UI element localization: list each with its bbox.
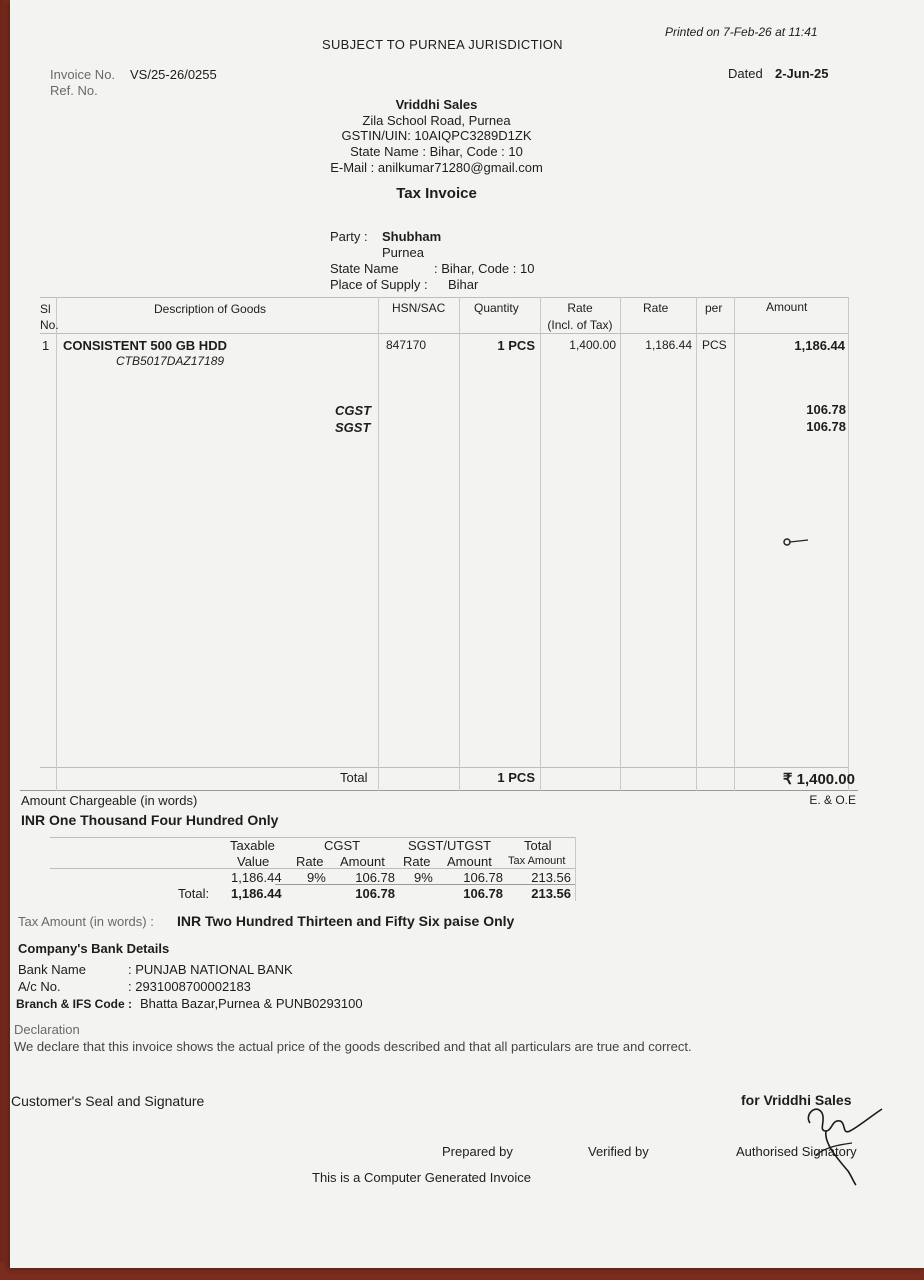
total-qty: 1 PCS <box>497 770 535 785</box>
col-divider <box>734 297 735 791</box>
sum-total-cgst: 106.78 <box>355 886 395 901</box>
sum-row-taxable: 1,186.44 <box>231 870 282 885</box>
table-bottom-rule <box>20 790 858 791</box>
pen-mark-icon <box>782 535 812 549</box>
eoe: E. & O.E <box>809 793 856 807</box>
col-divider <box>620 297 621 791</box>
sum-h-tax-amount: Tax Amount <box>508 855 566 867</box>
sum-h-cgst-amount: Amount <box>340 854 385 869</box>
bank-branch-value: Bhatta Bazar,Purnea & PUNB0293100 <box>140 996 363 1011</box>
sum-h-sgst: SGST/UTGST <box>408 838 492 853</box>
bank-branch-label: Branch & IFS Code : <box>16 997 133 1011</box>
sum-total-sgst: 106.78 <box>463 886 503 901</box>
sum-row-cgst-amt: 106.78 <box>355 870 395 885</box>
item-qty: 1 PCS <box>497 338 535 353</box>
col-desc: Description of Goods <box>154 302 267 316</box>
printed-on: Printed on 7-Feb-26 at 11:41 <box>665 25 818 39</box>
sum-h-taxable: Taxable <box>230 838 275 853</box>
words-label: Amount Chargeable (in words) <box>21 793 198 808</box>
authorised-signatory: Authorised Signatory <box>736 1144 857 1159</box>
col-rate-incl-sub: (Incl. of Tax) <box>547 318 613 332</box>
item-amount: 1,186.44 <box>794 338 845 353</box>
item-hsn: 847170 <box>386 338 427 352</box>
dated-label: Dated <box>728 66 763 81</box>
ref-no-label: Ref. No. <box>50 83 98 98</box>
summary-divider <box>575 837 576 901</box>
sum-row-total: 213.56 <box>531 870 571 885</box>
invoice-no-label: Invoice No. <box>50 67 116 82</box>
for-company: for Vriddhi Sales <box>741 1092 852 1108</box>
item-sl: 1 <box>42 338 50 353</box>
table-top-rule <box>40 297 848 298</box>
doc-title: Tax Invoice <box>396 185 477 202</box>
bank-ac-label: A/c No. <box>18 979 61 994</box>
total-amount: ₹ 1,400.00 <box>782 771 855 788</box>
company-address: Zila School Road, Purnea <box>362 113 511 128</box>
tax-cgst-amount: 106.78 <box>806 402 846 417</box>
party-label: Party : <box>330 229 368 244</box>
tax-line-sgst: SGST <box>335 420 371 435</box>
sum-row-cgst-rate: 9% <box>307 870 326 885</box>
tax-words-value: INR Two Hundred Thirteen and Fifty Six paise Only <box>177 913 515 929</box>
item-per: PCS <box>702 338 727 352</box>
bank-name-label: Bank Name <box>18 962 86 977</box>
party-state-value: : Bihar, Code : 10 <box>434 261 535 276</box>
col-hsn: HSN/SAC <box>392 301 446 315</box>
declaration-title: Declaration <box>14 1022 80 1037</box>
tax-line-cgst: CGST <box>335 403 372 418</box>
bank-title: Company's Bank Details <box>18 941 170 956</box>
bank-name-value: : PUNJAB NATIONAL BANK <box>128 962 293 977</box>
declaration-text: We declare that this invoice shows the actual price of the goods described and that all particulars are true and correct. <box>14 1039 692 1054</box>
col-rate: Rate <box>643 301 669 315</box>
sum-total-taxable: 1,186.44 <box>231 886 282 901</box>
col-per: per <box>705 301 723 315</box>
customer-seal: Customer's Seal and Signature <box>11 1093 205 1109</box>
invoice-no: VS/25-26/0255 <box>130 67 217 82</box>
sum-h-sgst-rate: Rate <box>403 854 431 869</box>
sum-total-label: Total: <box>178 886 210 901</box>
sum-h-cgst: CGST <box>324 838 361 853</box>
col-qty: Quantity <box>474 301 519 315</box>
item-desc: CONSISTENT 500 GB HDD <box>63 338 227 353</box>
col-sl: Sl <box>40 302 51 316</box>
party-city: Purnea <box>382 245 424 260</box>
sum-h-cgst-rate: Rate <box>296 854 324 869</box>
handwritten-signature-icon <box>796 1095 896 1190</box>
item-serial: CTB5017DAZ17189 <box>116 354 225 368</box>
sum-row-sgst-amt: 106.78 <box>463 870 503 885</box>
item-rate: 1,186.44 <box>645 338 692 352</box>
sum-total-total: 213.56 <box>531 886 571 901</box>
table-header-rule <box>40 333 848 334</box>
party-supply-value: Bihar <box>448 277 479 292</box>
company-email: E-Mail : anilkumar71280@gmail.com <box>330 160 543 175</box>
sum-h-sgst-amount: Amount <box>447 854 492 869</box>
bank-ac-value: : 2931008700002183 <box>128 979 251 994</box>
col-divider <box>378 297 379 791</box>
col-divider <box>540 297 541 791</box>
party-state-label: State Name <box>330 261 399 276</box>
jurisdiction: SUBJECT TO PURNEA JURISDICTION <box>322 37 563 52</box>
company-gstin: GSTIN/UIN: 10AIQPC3289D1ZK <box>341 128 532 143</box>
col-divider <box>696 297 697 791</box>
sum-row-sgst-rate: 9% <box>414 870 433 885</box>
sum-h-total: Total <box>524 838 552 853</box>
sum-h-value: Value <box>237 854 270 869</box>
party-name: Shubham <box>382 229 442 244</box>
company-state: State Name : Bihar, Code : 10 <box>350 144 523 159</box>
summary-top-rule <box>50 837 575 838</box>
col-divider <box>459 297 460 791</box>
tax-sgst-amount: 106.78 <box>806 419 846 434</box>
verified-by: Verified by <box>588 1144 649 1159</box>
table-total-rule <box>40 767 848 768</box>
company-name: Vriddhi Sales <box>395 97 478 112</box>
col-divider <box>848 297 849 791</box>
party-supply-label: Place of Supply : <box>330 277 428 292</box>
tax-words-label: Tax Amount (in words) : <box>18 914 154 929</box>
col-divider <box>56 297 57 791</box>
item-rate-incl: 1,400.00 <box>569 338 616 352</box>
col-no: No. <box>40 318 59 332</box>
total-label: Total <box>340 770 368 785</box>
dated-value: 2-Jun-25 <box>775 66 829 81</box>
col-rate-incl: Rate <box>567 301 593 315</box>
invoice-paper <box>10 0 924 1268</box>
col-amount: Amount <box>766 300 808 314</box>
prepared-by: Prepared by <box>442 1144 513 1159</box>
computer-generated: This is a Computer Generated Invoice <box>312 1170 531 1185</box>
words-value: INR One Thousand Four Hundred Only <box>21 812 279 828</box>
